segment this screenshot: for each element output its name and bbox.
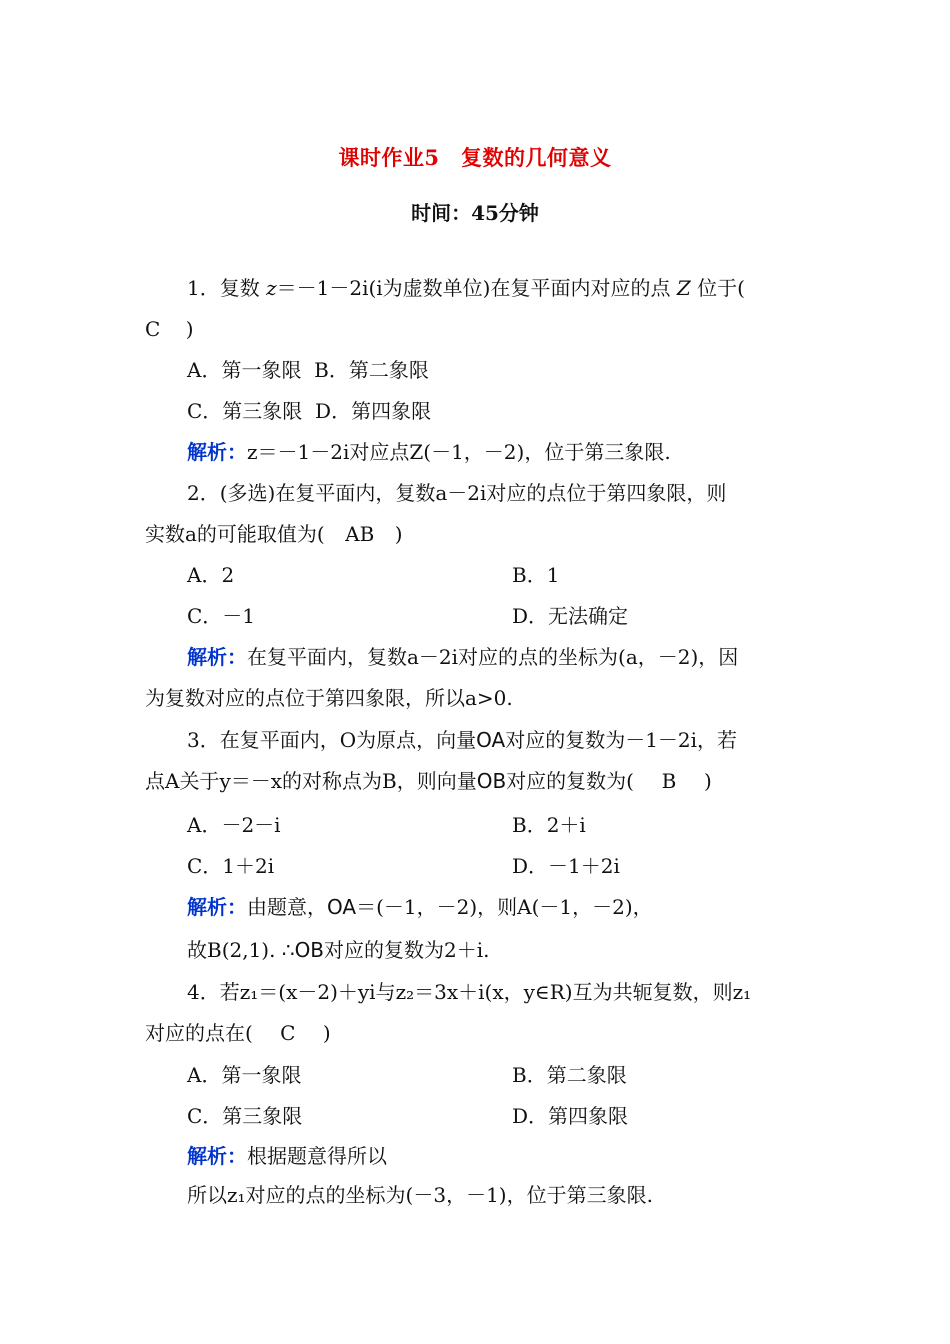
vector-oa: OA bbox=[327, 895, 357, 919]
q4-option-b: B．第二象限 bbox=[512, 1063, 627, 1087]
q2-option-a: A．2 bbox=[187, 563, 235, 587]
q4-option-a: A．第一象限 bbox=[187, 1063, 302, 1087]
q4-option-d: D．第四象限 bbox=[512, 1104, 629, 1128]
q3-option-a: A．－2－i bbox=[187, 813, 281, 837]
q3-stem: 3．在复平面内，O为原点，向量OA对应的复数为－1－2i，若 bbox=[187, 728, 738, 752]
q4-analysis-2: 所以z₁对应的点的坐标为(－3，－1)，位于第三象限. bbox=[187, 1183, 653, 1207]
q2-option-d: D．无法确定 bbox=[512, 604, 629, 628]
q3-analysis-2: 故B(2,1). ∴OB对应的复数为2＋i. bbox=[187, 938, 490, 962]
q3-option-c: C．1＋2i bbox=[187, 854, 275, 878]
analysis-label: 解析： bbox=[187, 1144, 247, 1168]
q2-analysis: 解析：在复平面内，复数a－2i对应的点的坐标为(a，－2)，因 bbox=[187, 645, 739, 669]
worksheet-title: 课时作业5 复数的几何意义 bbox=[338, 145, 612, 170]
q3-option-b: B．2＋i bbox=[512, 813, 586, 837]
q2-stem-2: 实数a的可能取值为( AB ) bbox=[145, 519, 403, 549]
analysis-label: 解析： bbox=[187, 645, 247, 669]
q3-answer: B bbox=[661, 769, 677, 793]
analysis-label: 解析： bbox=[187, 440, 247, 464]
q4-analysis: 解析：根据题意得所以 bbox=[187, 1144, 387, 1168]
q3-analysis: 解析：由题意，OA＝(－1，－2)，则A(－1，－2)， bbox=[187, 895, 653, 919]
q4-stem-2: 对应的点在( C ) bbox=[145, 1018, 331, 1048]
q1-answer-line: C ) bbox=[145, 317, 194, 341]
q1-option-c: C．第三象限 bbox=[187, 399, 303, 423]
q1-option-a: A．第一象限 bbox=[187, 358, 302, 382]
q2-option-c: C．－1 bbox=[187, 604, 256, 628]
q1-options-cd bbox=[187, 396, 431, 426]
q4-answer: C bbox=[280, 1021, 296, 1045]
vector-ob: OB bbox=[294, 938, 325, 962]
vector-oa: OA bbox=[476, 728, 506, 752]
q4-option-c: C．第三象限 bbox=[187, 1104, 303, 1128]
q2-answer: AB bbox=[345, 522, 375, 546]
q2-option-b: B．1 bbox=[512, 563, 560, 587]
q1-stem: 1．复数 z＝－1－2i(i为虚数单位)在复平面内对应的点 Z 位于( bbox=[187, 276, 745, 300]
q1-options-ab bbox=[187, 355, 429, 385]
time-limit: 时间：45分钟 bbox=[411, 201, 539, 225]
q4-stem: 4．若z₁＝(x－2)＋yi与z₂＝3x＋i(x，y∈R)互为共轭复数，则z₁ bbox=[187, 980, 752, 1004]
q1-analysis: 解析：z＝－1－2i对应点Z(－1，－2)，位于第三象限. bbox=[187, 440, 671, 464]
q3-option-d: D．－1＋2i bbox=[512, 854, 620, 878]
analysis-label: 解析： bbox=[187, 895, 247, 919]
q3-stem-2: 点A关于y＝－x的对称点为B，则向量OB对应的复数为( B ) bbox=[145, 766, 712, 796]
q2-stem: 2．(多选)在复平面内，复数a－2i对应的点位于第四象限，则 bbox=[187, 481, 727, 505]
q1-option-d: D．第四象限 bbox=[315, 399, 432, 423]
q1-option-b: B．第二象限 bbox=[314, 358, 429, 382]
q1-answer: C bbox=[145, 317, 161, 341]
vector-ob: OB bbox=[476, 769, 507, 793]
q2-analysis-2: 为复数对应的点位于第四象限，所以a>0. bbox=[145, 686, 513, 710]
